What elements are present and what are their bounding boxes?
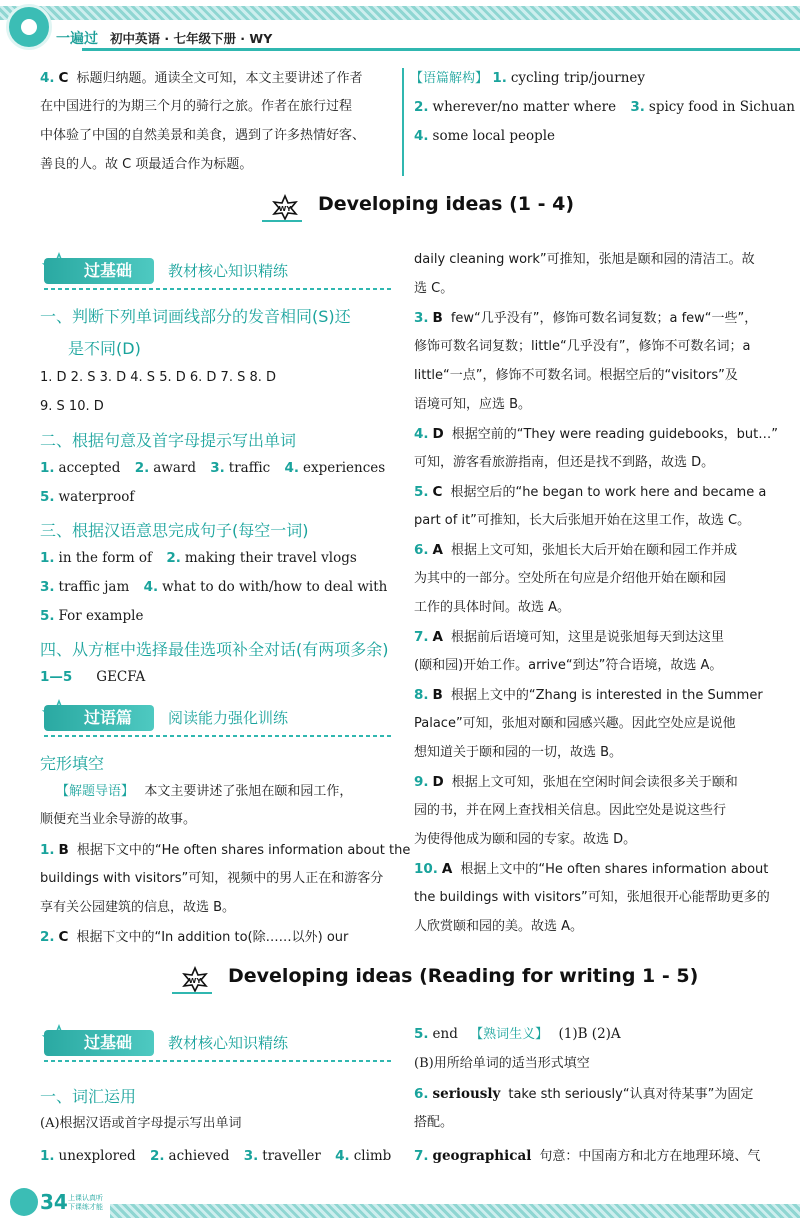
cloze-q9-line2: 园的书，并在网上查找相关信息。因此空处是说这些行: [414, 803, 727, 818]
brand-name: 一遍过: [56, 31, 98, 47]
banner-dash: [44, 1060, 394, 1062]
part1-answers-row2: 9. S 10. D: [40, 399, 104, 414]
top-divider: [402, 68, 404, 176]
s2-part1-heading: 一、词汇运用: [40, 1087, 137, 1106]
cloze-q1-line3: 享有关公园建筑的信息，故选 B。: [40, 900, 236, 915]
svg-text:WY: WY: [278, 205, 292, 213]
cloze-q6-line1: 6. A 根据上文可知，张旭长大后开始在颐和园工作并成: [414, 542, 737, 558]
s2-q6-line2: 搭配。: [414, 1115, 454, 1130]
page-number: 34: [40, 1190, 68, 1214]
footer-pattern-band: [110, 1204, 800, 1218]
part2-answers-row2: 5. waterproof: [40, 489, 135, 505]
part3-answers-row2: 3. traffic jam 4. what to do with/how to deal with: [40, 579, 388, 595]
banner-label: 过基础: [44, 258, 154, 284]
cloze-guide-line2: 顺便充当业余导游的故事。: [40, 812, 197, 827]
cloze-guide-line1: 【解题导语】 本文主要讲述了张旭在颐和园工作，: [56, 784, 353, 799]
cloze-q2-line2: daily cleaning work”可推知，张旭是颐和园的清洁工。故: [414, 252, 755, 267]
banner-dash: [44, 288, 394, 290]
cloze-q4-line1: 4. D 根据空前的“They were reading guidebooks，but…”: [414, 426, 778, 442]
cloze-q3-line1: 3. B few“几乎没有”，修饰可数名词复数；a few“一些”，: [414, 310, 758, 326]
analysis-line2: 2. wherever/no matter where 3. spicy food in Sichuan: [414, 99, 796, 115]
top-q4-line1: 4. C 标题归纳题。通读全文可知，本文主要讲述了作者: [40, 70, 363, 86]
page-footer: [0, 1188, 800, 1222]
section-flower-icon: [270, 194, 300, 220]
cloze-q3-line4: 语境可知，应选 B。: [414, 397, 532, 412]
footer-motto: 上课认真听 下课练才能: [68, 1194, 103, 1211]
cloze-q10-line3: 人欣赏颐和园的美。故选 A。: [414, 919, 584, 934]
part2-heading: 二、根据句意及首字母提示写出单词: [40, 431, 297, 450]
analysis-line1: 【语篇解构】 1. cycling trip/journey: [410, 70, 646, 86]
part3-heading: 三、根据汉语意思完成句子(每空一词): [40, 521, 309, 540]
section1-title-underline: [262, 220, 302, 222]
cloze-q7-line2: (颐和园)开始工作。arrive“到达”符合语境，故选 A。: [414, 658, 723, 673]
cloze-q9-line1: 9. D 根据上文可知，张旭在空闲时间会读很多关于颐和: [414, 774, 738, 790]
cloze-q8-line3: 想知道关于颐和园的一切，故选 B。: [414, 745, 623, 760]
svg-text:WY: WY: [188, 977, 202, 985]
cloze-q1-line1: 1. B 根据下文中的“He often shares information about the: [40, 842, 411, 858]
banner-label: 过语篇: [44, 705, 154, 731]
cloze-q4-line2: 可知，游客看旅游指南，但还是找不到路，故选 D。: [414, 455, 715, 470]
banner-subtitle: 教材核心知识精练: [168, 1034, 289, 1052]
top-q4-line3: 中体验了中国的自然美景和美食，遇到了许多热情好客、: [40, 128, 366, 143]
part1-answers-row1: 1. D 2. S 3. D 4. S 5. D 6. D 7. S 8. D: [40, 370, 277, 385]
s2-q5: 5. end 【熟词生义】 (1)B (2)A: [414, 1026, 621, 1042]
section1-title: Developing ideas (1 - 4): [318, 193, 575, 215]
header-rule: [82, 48, 800, 51]
part2-answers-row1: 1. accepted 2. award 3. traffic 4. experiences: [40, 460, 386, 476]
part3-answers-row3: 5. For example: [40, 608, 144, 624]
cloze-q6-line3: 工作的具体时间。故选 A。: [414, 600, 571, 615]
top-q4-line2: 在中国进行的为期三个月的骑行之旅。作者在旅行过程: [40, 99, 353, 114]
cloze-q6-line2: 为其中的一部分。空处所在句应是介绍他开始在颐和园: [414, 571, 727, 586]
cloze-q10-line2: the buildings with visitors”可知，张旭很开心能帮助更多的: [414, 890, 770, 905]
banner-subtitle: 教材核心知识精练: [168, 262, 289, 280]
s2-subA: (A)根据汉语或首字母提示写出单词: [40, 1116, 242, 1131]
banner-label: 过基础: [44, 1030, 154, 1056]
cloze-heading: 完形填空: [40, 754, 105, 773]
cloze-q2-line3: 选 C。: [414, 281, 454, 296]
footer-mascot-icon: [10, 1188, 38, 1216]
cloze-q5-line1: 5. C 根据空后的“he began to work here and became a: [414, 484, 767, 500]
banner-dash: [44, 735, 394, 737]
cloze-q8-line2: Palace”可知，张旭对颐和园感兴趣。因此空处应是说他: [414, 716, 736, 731]
cloze-q10-line1: 10. A 根据上文中的“He often shares information about: [414, 861, 769, 877]
cloze-q1-line2: buildings with visitors”可知，视频中的男人正在和游客分: [40, 871, 384, 886]
page-header: [0, 0, 800, 58]
header-pattern-band: [0, 6, 800, 20]
cloze-q3-line3: little“一点”，修饰不可数名词。根据空后的“visitors”及: [414, 368, 738, 383]
part4-heading: 四、从方框中选择最佳选项补全对话(有两项多余): [40, 640, 389, 659]
analysis-line3: 4. some local people: [414, 128, 556, 144]
s2-q6-line1: 6. seriously take sth seriously“认真对待某事”为固定: [414, 1086, 754, 1102]
section-flower-icon: [180, 966, 210, 992]
cloze-q3-line2: 修饰可数名词复数；little“几乎没有”，修饰不可数名词；a: [414, 339, 751, 354]
s2-subB: (B)用所给单词的适当形式填空: [414, 1056, 590, 1071]
cloze-q7-line1: 7. A 根据前后语境可知，这里是说张旭每天到达这里: [414, 629, 724, 645]
cloze-q2-line1: 2. C 根据下文中的“In addition to(除……以外) our: [40, 929, 349, 945]
book-title: 初中英语 · 七年级下册 · WY: [110, 31, 273, 46]
s2-answers-row1: 1. unexplored 2. achieved 3. traveller 4. climb: [40, 1148, 392, 1164]
part4-answers: 1—5 GECFA: [40, 669, 146, 685]
part1-heading-line1: 一、判断下列单词画线部分的发音相同(S)还: [40, 307, 351, 326]
brand-mascot-icon: [6, 4, 52, 50]
part3-answers-row1: 1. in the form of 2. making their travel vlogs: [40, 550, 357, 566]
cloze-q5-line2: part of it”可推知，长大后张旭开始在这里工作，故选 C。: [414, 513, 751, 528]
section2-title-underline: [172, 992, 212, 994]
cloze-q8-line1: 8. B 根据上文中的“Zhang is interested in the Summer: [414, 687, 763, 703]
banner-subtitle: 阅读能力强化训练: [168, 709, 289, 727]
section2-title: Developing ideas (Reading for writing 1 - 5): [228, 965, 699, 987]
cloze-q9-line3: 为使得他成为颐和园的专家。故选 D。: [414, 832, 637, 847]
top-q4-line4: 善良的人。故 C 项最适合作为标题。: [40, 157, 253, 172]
s2-q7-line1: 7. geographical 句意：中国南方和北方在地理环境、气: [414, 1148, 761, 1164]
part1-heading-line2: 是不同(D): [68, 339, 141, 358]
